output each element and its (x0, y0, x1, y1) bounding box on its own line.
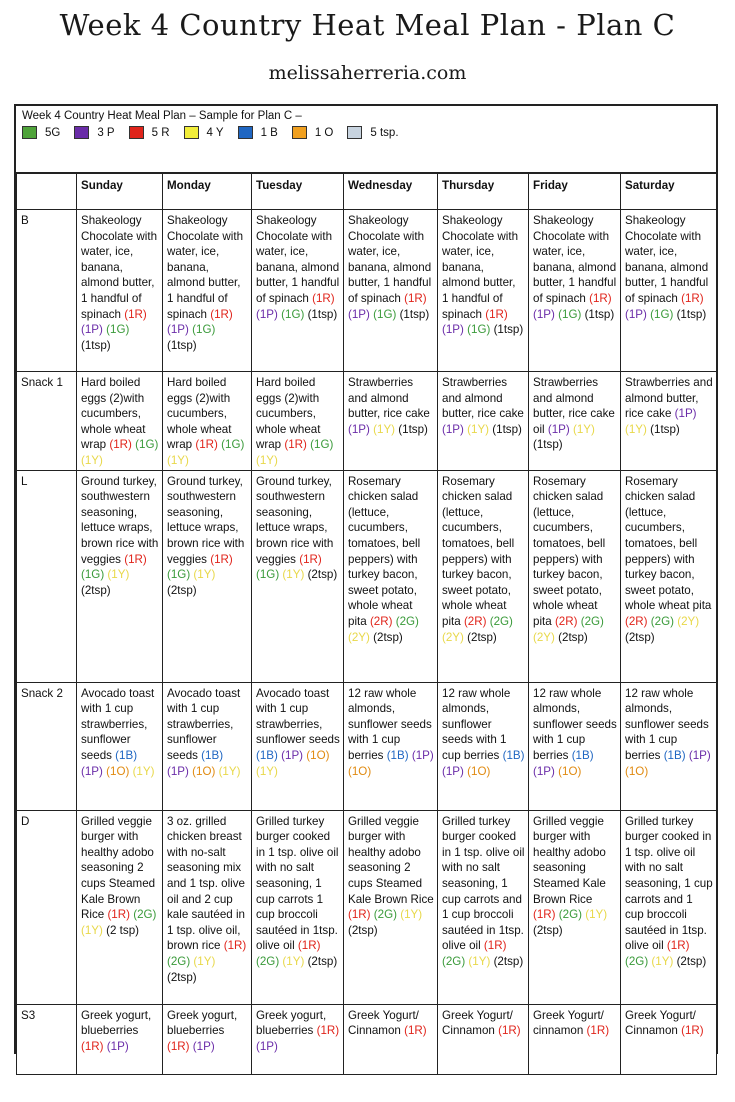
container-tag: (1R) (681, 1024, 704, 1038)
meal-row-label: B (17, 210, 77, 372)
meal-cell (163, 210, 252, 372)
fat-portion: (2tsp) (307, 568, 338, 582)
legend-item (129, 126, 170, 139)
container-tag: (1P) (348, 307, 370, 321)
container-tag: (1G) (558, 307, 582, 321)
fat-portion: (2tsp) (81, 583, 111, 597)
container-tag: (1O) (306, 748, 330, 762)
container-tag: (1G) (221, 438, 245, 452)
meal-cell (163, 1004, 252, 1074)
meal-description: Strawberries and almond butter, rice cake (442, 376, 524, 421)
meal-cell (77, 210, 163, 372)
container-tag: (1P) (688, 748, 711, 762)
container-tag: (1Y) (193, 954, 216, 968)
container-tag: (1P) (256, 307, 278, 321)
meal-description: Greek yogurt, blueberries (256, 1008, 327, 1038)
meal-description: 3 oz. grilled chicken breast with no-salt seasoning mix and 1 tsp. olive oil and 2 cup kale sautéed in 1 tsp. olive oil, brown rice (167, 814, 245, 953)
container-tag: (1Y) (467, 422, 490, 436)
meal-cell (252, 682, 344, 810)
container-tag: (1B) (663, 748, 686, 762)
container-tag: (1G) (106, 323, 130, 337)
container-tag: (1R) (124, 552, 147, 566)
container-tag: (1P) (106, 1039, 129, 1053)
meal-cell (77, 1004, 163, 1074)
container-tag: (1G) (310, 438, 334, 452)
meal-plan-sheet (14, 104, 718, 1054)
container-tag: (1Y) (651, 954, 674, 968)
container-tag: (1R) (312, 291, 335, 305)
meal-description: Greek Yogurt/ Cinnamon (625, 1008, 696, 1038)
container-tag: (1R) (348, 908, 371, 922)
container-tag: (1B) (201, 748, 224, 762)
container-tag: (1R) (485, 307, 508, 321)
fat-portion: (1tsp) (167, 338, 197, 352)
legend-label: 3 P (97, 126, 115, 139)
legend-swatch (184, 126, 199, 139)
meal-cell (252, 1004, 344, 1074)
day-header-row (17, 173, 717, 210)
meal-cell (438, 372, 529, 471)
meal-description: Rosemary chicken salad (lettuce, cucumbers, tomatoes, bell peppers) with turkey bacon, sweet potato, whole wheat pita (348, 474, 421, 628)
meal-cell (438, 210, 529, 372)
fat-portion: (2tsp) (373, 630, 403, 644)
container-tag: (1G) (281, 307, 305, 321)
meal-description: Strawberries and almond butter, rice cake (625, 376, 713, 421)
container-tag: (1R) (124, 307, 147, 321)
container-tag: (1Y) (625, 422, 647, 436)
container-tag: (1Y) (373, 422, 396, 436)
meal-description: 12 raw whole almonds, sunflower seeds with 1 cup berries (348, 686, 432, 762)
container-tag: (1Y) (400, 908, 423, 922)
meal-description: Grilled turkey burger cooked in 1 tsp. olive oil with no salt seasoning, 1 cup carrots and 1 cup broccoli sautéed in 1tsp. olive oil (625, 814, 713, 953)
container-tag: (1Y) (218, 764, 241, 778)
container-tag: (1R) (586, 1024, 610, 1038)
meal-cell (344, 682, 438, 810)
meal-description: Rosemary chicken salad (lettuce, cucumbers, tomatoes, bell peppers) with turkey bacon, sweet potato, whole wheat pita (442, 474, 515, 628)
container-tag: (2G) (256, 954, 280, 968)
meal-cell (344, 210, 438, 372)
meal-description: Ground turkey, southwestern seasoning, lettuce wraps, brown rice with veggies (167, 474, 245, 566)
fat-portion: (2tsp) (167, 970, 197, 984)
meal-description: Greek Yogurt/ Cinnamon (442, 1008, 513, 1038)
meal-description: Avocado toast with 1 cup strawberries, sunflower seeds (256, 686, 340, 747)
legend-item (184, 126, 224, 139)
container-tag: (1R) (81, 1039, 104, 1053)
container-tag: (1O) (467, 764, 491, 778)
meal-description: Ground turkey, southwestern seasoning, lettuce wraps, brown rice with veggies (81, 474, 159, 566)
container-tag: (1R) (404, 291, 427, 305)
container-tag: (1P) (81, 323, 103, 337)
meal-row (17, 1004, 717, 1074)
container-tag: (1R) (681, 291, 704, 305)
meal-cell (77, 470, 163, 682)
sheet-header (16, 106, 716, 174)
container-tag: (1R) (498, 1024, 521, 1038)
fat-portion: (1tsp) (399, 307, 430, 321)
meal-description: Shakeology Chocolate with water, ice, banana, almond butter, 1 handful of spinach (625, 214, 709, 305)
day-header: Sunday (77, 173, 163, 210)
meal-cell (77, 372, 163, 471)
fat-portion: (2tsp) (307, 954, 338, 968)
meal-cell (529, 682, 621, 810)
container-tag: (1R) (666, 939, 690, 953)
container-tag: (1Y) (282, 568, 305, 582)
legend-item (347, 126, 398, 139)
fat-portion: (1tsp) (650, 422, 680, 436)
container-tag: (1P) (411, 748, 434, 762)
meal-cell (529, 470, 621, 682)
meal-description: Rosemary chicken salad (lettuce, cucumbers, tomatoes, bell peppers) with turkey bacon, sweet potato, whole wheat pita (533, 474, 606, 628)
meal-description: Strawberries and almond butter, rice cake (348, 376, 430, 421)
container-tag: (2G) (625, 954, 649, 968)
container-tag: (1Y) (193, 568, 216, 582)
meal-cell (344, 810, 438, 1004)
day-header: Friday (529, 173, 621, 210)
meal-description: Grilled veggie burger with healthy adobo seasoning 2 cups Steamed Kale Brown Rice (81, 814, 156, 922)
legend-item (74, 126, 114, 139)
meal-cell (163, 470, 252, 682)
legend-swatch (238, 126, 253, 139)
meal-description: Shakeology Chocolate with water, ice, banana, almond butter, 1 handful of spinach (348, 214, 432, 305)
meal-description: Strawberries and almond butter, rice cake oil (533, 376, 615, 436)
meal-cell (529, 210, 621, 372)
container-tag: (2G) (580, 614, 604, 628)
meal-description: 12 raw whole almonds, sunflower seeds with 1 cup berries (442, 686, 511, 762)
container-tag: (1P) (348, 422, 370, 436)
meal-row (17, 470, 717, 682)
container-legend (22, 126, 413, 139)
container-tag: (1G) (373, 307, 397, 321)
container-tag: (2G) (650, 614, 674, 628)
container-tag: (1G) (167, 568, 191, 582)
meal-cell (438, 470, 529, 682)
container-tag: (1G) (135, 438, 159, 452)
container-tag: (1P) (625, 307, 647, 321)
container-tag: (1Y) (282, 954, 305, 968)
container-tag: (2G) (133, 908, 157, 922)
container-tag: (1Y) (585, 908, 608, 922)
meal-cell (77, 810, 163, 1004)
container-tag: (1R) (533, 908, 556, 922)
meal-cell (529, 810, 621, 1004)
container-tag: (1P) (81, 764, 103, 778)
container-tag: (1Y) (132, 764, 155, 778)
day-header: Tuesday (252, 173, 344, 210)
page-title: Week 4 Country Heat Meal Plan - Plan C (59, 8, 676, 42)
meal-row (17, 810, 717, 1004)
container-tag: (1P) (533, 764, 555, 778)
meal-cell (621, 1004, 717, 1074)
meal-cell (344, 470, 438, 682)
container-tag: (1R) (404, 1024, 427, 1038)
legend-label: 5 tsp. (370, 126, 399, 139)
container-tag: (1R) (589, 291, 612, 305)
legend-swatch (22, 126, 37, 139)
fat-portion: (1tsp) (492, 422, 522, 436)
legend-label: 5G (45, 126, 61, 139)
legend-swatch (129, 126, 144, 139)
meal-cell (621, 682, 717, 810)
legend-item (238, 126, 278, 139)
legend-label: 1 O (314, 126, 334, 139)
meal-description: Grilled veggie burger with healthy adobo seasoning Steamed Kale Brown Rice (533, 814, 606, 906)
meal-cell (621, 372, 717, 471)
meal-row-label: Snack 2 (17, 682, 77, 810)
container-tag: (1Y) (167, 453, 189, 467)
meal-cell (163, 372, 252, 471)
container-tag: (1Y) (107, 568, 130, 582)
day-header: Wednesday (344, 173, 438, 210)
container-tag: (1Y) (81, 453, 103, 467)
legend-item (22, 126, 60, 139)
container-tag: (2Y) (677, 614, 700, 628)
meal-row (17, 682, 717, 810)
meal-description: Greek yogurt, blueberries (167, 1008, 238, 1038)
container-tag: (2R) (369, 614, 393, 628)
container-tag: (1P) (256, 1039, 278, 1053)
meal-description: Hard boiled eggs (2)with cucumbers, whole wheat wrap (167, 376, 232, 452)
meal-description: Avocado toast with 1 cup strawberries, sunflower seeds (167, 686, 241, 762)
fat-portion: (1tsp) (81, 338, 111, 352)
legend-swatch (292, 126, 307, 139)
meal-cell (438, 1004, 529, 1074)
fat-portion: (1tsp) (307, 307, 338, 321)
container-tag: (1R) (299, 552, 322, 566)
container-tag: (2R) (463, 614, 487, 628)
container-tag: (1P) (167, 323, 189, 337)
container-tag: (1P) (442, 323, 464, 337)
meal-description: 12 raw whole almonds, sunflower seeds with 1 cup berries (625, 686, 709, 762)
container-tag: (2R) (554, 614, 578, 628)
legend-item (292, 126, 334, 139)
fat-portion: (1tsp) (398, 422, 428, 436)
fat-portion: (2tsp) (167, 583, 197, 597)
container-tag: (1R) (483, 939, 507, 953)
meal-cell (344, 372, 438, 471)
container-tag: (2G) (167, 954, 191, 968)
container-tag: (1O) (348, 764, 372, 778)
container-tag: (1R) (195, 438, 218, 452)
container-tag: (1O) (106, 764, 130, 778)
container-tag: (1P) (442, 764, 464, 778)
container-tag: (1P) (442, 422, 464, 436)
container-tag: (2R) (625, 614, 648, 628)
meal-description: Shakeology Chocolate with water, ice, banana, almond butter, 1 handful of spinach (256, 214, 340, 305)
container-tag: (1O) (625, 764, 649, 778)
container-tag: (1G) (650, 307, 674, 321)
container-tag: (1R) (284, 438, 307, 452)
container-tag: (1G) (81, 568, 105, 582)
container-tag: (1B) (256, 748, 278, 762)
container-tag: (1R) (107, 908, 130, 922)
container-tag: (1R) (316, 1024, 340, 1038)
day-header: Saturday (621, 173, 717, 210)
fat-portion: (2tsp) (558, 630, 588, 644)
container-tag: (1B) (502, 748, 525, 762)
container-tag: (2Y) (533, 630, 555, 644)
container-tag: (1P) (674, 407, 697, 421)
container-tag: (1R) (210, 307, 233, 321)
container-tag: (2Y) (442, 630, 464, 644)
fat-portion: (2tsp) (625, 630, 655, 644)
fat-portion: (2tsp) (493, 954, 524, 968)
meal-cell (344, 1004, 438, 1074)
meal-row-label: S3 (17, 1004, 77, 1074)
meal-cell (529, 1004, 621, 1074)
container-tag: (1G) (256, 568, 280, 582)
container-tag: (1Y) (256, 764, 278, 778)
container-tag: (1Y) (81, 923, 103, 937)
fat-portion: (1tsp) (584, 307, 615, 321)
fat-portion: (2tsp) (348, 923, 378, 937)
container-tag: (1P) (547, 422, 570, 436)
container-tag: (1B) (115, 748, 138, 762)
meal-cell (621, 810, 717, 1004)
legend-swatch (347, 126, 362, 139)
container-tag: (1P) (533, 307, 555, 321)
fat-portion: (1tsp) (493, 323, 524, 337)
meal-description: Shakeology Chocolate with water, ice, banana, almond butter, 1 handful of spinach (167, 214, 244, 321)
legend-swatch (74, 126, 89, 139)
meal-description: Greek yogurt, blueberries (81, 1008, 152, 1038)
meal-description: Ground turkey, southwestern seasoning, lettuce wraps, brown rice with veggies (256, 474, 334, 566)
meal-cell (621, 470, 717, 682)
meal-row-label: L (17, 470, 77, 682)
container-tag: (2G) (489, 614, 513, 628)
meal-description: Grilled veggie burger with healthy adobo seasoning 2 cups Steamed Kale Brown Rice (348, 814, 434, 906)
meal-description: Shakeology Chocolate with water, ice, banana, almond butter, 1 handful of spinach (442, 214, 519, 321)
meal-cell (529, 372, 621, 471)
container-tag: (1B) (386, 748, 409, 762)
meal-description: Greek Yogurt/ Cinnamon (348, 1008, 419, 1038)
sheet-title: Week 4 Country Heat Meal Plan – Sample for Plan C – (22, 110, 302, 122)
meal-cell (163, 682, 252, 810)
meal-cell (252, 810, 344, 1004)
container-tag: (2G) (558, 908, 582, 922)
container-tag: (1Y) (256, 453, 278, 467)
container-tag: (1R) (109, 438, 132, 452)
container-tag: (1R) (210, 552, 233, 566)
meal-description: Hard boiled eggs (2)with cucumbers, whole wheat wrap (256, 376, 321, 452)
meal-description: 12 raw whole almonds, sunflower seeds with 1 cup berries (533, 686, 617, 762)
container-tag: (1G) (467, 323, 491, 337)
container-tag: (1P) (281, 748, 304, 762)
meal-plan-table (16, 172, 717, 1075)
meal-row (17, 372, 717, 471)
container-tag: (2G) (395, 614, 419, 628)
container-tag: (2Y) (348, 630, 370, 644)
container-tag: (2G) (373, 908, 397, 922)
meal-cell (77, 682, 163, 810)
fat-portion: (2tsp) (533, 923, 563, 937)
fat-portion: (2tsp) (676, 954, 707, 968)
corner-cell (17, 173, 77, 210)
container-tag: (1P) (192, 1039, 215, 1053)
meal-description: Shakeology Chocolate with water, ice, banana, almond butter, 1 handful of spinach (81, 214, 158, 321)
meal-cell (621, 210, 717, 372)
site-url: melissaherreria.com (268, 62, 467, 84)
meal-cell (252, 372, 344, 471)
meal-cell (438, 810, 529, 1004)
fat-portion: (1tsp) (676, 307, 707, 321)
container-tag: (1R) (223, 939, 247, 953)
meal-row-label: D (17, 810, 77, 1004)
meal-description: Rosemary chicken salad (lettuce, cucumbers, tomatoes, bell peppers) with turkey bacon, sweet potato, whole wheat pita (625, 474, 712, 613)
container-tag: (2G) (442, 954, 466, 968)
meal-row (17, 210, 717, 372)
meal-row-label: Snack 1 (17, 372, 77, 471)
meal-description: Shakeology Chocolate with water, ice, banana, almond butter, 1 handful of spinach (533, 214, 617, 305)
legend-label: 5 R (151, 126, 170, 139)
meal-description: Grilled turkey burger cooked in 1 tsp. olive oil with no salt seasoning, 1 cup carrots and 1 cup broccoli sautéed in 1tsp. olive oil (442, 814, 525, 953)
fat-portion: (1tsp) (533, 438, 563, 452)
container-tag: (1Y) (468, 954, 491, 968)
container-tag: (1Y) (572, 422, 595, 436)
meal-description: Grilled turkey burger cooked in 1 tsp. olive oil with no salt seasoning, 1 cup carrots 1 cup broccoli sautéed in 1tsp. olive oil (256, 814, 339, 953)
day-header: Monday (163, 173, 252, 210)
container-tag: (1G) (192, 323, 216, 337)
meal-description: Hard boiled eggs (2)with cucumbers, whole wheat wrap (81, 376, 146, 452)
legend-label: 4 Y (206, 126, 224, 139)
fat-portion: (2tsp) (467, 630, 497, 644)
legend-label: 1 B (260, 126, 278, 139)
container-tag: (1B) (571, 748, 594, 762)
day-header: Thursday (438, 173, 529, 210)
meal-description: Greek Yogurt/ cinnamon (533, 1008, 604, 1038)
fat-portion: (2 tsp) (106, 923, 139, 937)
container-tag: (1O) (192, 764, 216, 778)
meal-cell (163, 810, 252, 1004)
container-tag: (1P) (167, 764, 189, 778)
container-tag: (1R) (297, 939, 321, 953)
meal-cell (252, 470, 344, 682)
meal-description: Avocado toast with 1 cup strawberries, sunflower seeds (81, 686, 155, 762)
container-tag: (1R) (167, 1039, 190, 1053)
meal-cell (252, 210, 344, 372)
container-tag: (1O) (558, 764, 582, 778)
meal-cell (438, 682, 529, 810)
